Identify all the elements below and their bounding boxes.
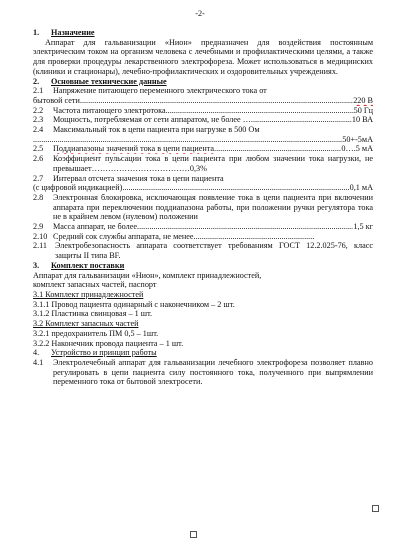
spec-item-2-7-value-line: (с цифровой индикацией) ..... 0,1 мА (33, 183, 373, 193)
corner-marker (372, 505, 379, 512)
spec-item-2-2: 2.2 Частота питающего электротока ..... 50 Гц (33, 106, 373, 116)
page-number: -2- (195, 9, 205, 18)
spec-item-2-5: 2.5 Поддиапазоны значений тока в цепи пациента ..... 0….5 мА (33, 144, 373, 154)
delivery-line-1: Аппарат для гальванизации «Нион», комплект принадлежностей, (33, 270, 262, 280)
spec-item-2-8: 2.8 Электронная блокировка, исключающая появление тока в цепи пациента при включении аппарата при переключении поддиапазона работы, при положении ручки регулятора тока не в крайнем левом (нулевом) положении (33, 192, 373, 222)
section-3-heading: 3. Комплект поставки (33, 260, 125, 270)
group-3-2-item-1: 3.2.1 предохранитель ПМ 0,5 – 1шт. (33, 328, 159, 338)
spec-item-2-3: 2.3 Мощность, потребляемая от сети аппаратом, не более … ..... 10 ВА (33, 115, 373, 125)
spec-item-2-4: 2.4 Максимальный ток в цепи пациента при нагрузке в 500 Ом (33, 125, 260, 135)
section-1-paragraph: Аппарат для гальванизации «Нион» предназначен для воздействия постоянным электрическим током на организм человека с лечебными и профилактическими целями, а также для проверки процедуры лекарственного электрофореза. Может использоваться в медицинских (клиники и стационары), лечебно-профилактических и оздоровительных учреждениях. (33, 37, 373, 76)
spec-item-2-1-value-line: бытовой сети ..... 220 В (33, 96, 373, 106)
group-3-2-title: 3.2 Комплект запасных частей (33, 319, 139, 329)
group-3-1-item-2: 3.1.2 Пластинка свинцовая – 1 шт. (33, 309, 153, 319)
spec-item-2-11: 2.11 Электробезопасность аппарата соответствует требованиям ГОСТ 12.2.025-76, класс защиты II типа BF. (33, 241, 373, 261)
group-3-1-title: 3.1 Комплект принадлежностей (33, 289, 144, 299)
spec-item-2-7: 2.7 Интервал отсчета значения тока в цепи пациента (33, 173, 224, 183)
section-4-heading: 4. Устройство и принцип работы (33, 348, 157, 358)
spec-item-2-9: 2.9 Масса аппарат, не более ..... 1,5 кг (33, 222, 373, 232)
delivery-line-2: комплект запасных частей, паспорт (33, 280, 157, 290)
spec-item-2-6: 2.6 Коэффициент пульсации тока в цепи пациента при любом значении тока нагрузки, не превышает………………………………0,3% (33, 154, 373, 173)
spec-item-2-1: 2.1 Напряжение питающего переменного электрического тока от (33, 86, 267, 96)
spec-item-2-10: 2.10 Средний сок службы аппарата, не менее ..... (33, 232, 373, 242)
section-4-item-4-1: 4.1 Электролечебный аппарат для гальванизации лечебного электрофореза позволяет плавно регулировать в цепи пациента силу постоянного тока, полученного при выпрямлении переменного тока от бытовой электросети. (33, 357, 373, 387)
document-body (33, 28, 373, 387)
spec-item-2-4-value-line: ..... 50+-5мА (33, 135, 373, 145)
bottom-marker (190, 531, 197, 538)
section-2-heading: 2. Основные технические данные (33, 76, 167, 86)
group-3-2-item-2: 3.2.2 Наконечник провода пациента – 1 шт. (33, 338, 184, 348)
section-1-heading: 1. Назначение (33, 28, 95, 37)
group-3-1-item-1: 3.1.1 Провод пациента одинарный с наконечником – 2 шт. (33, 299, 235, 309)
